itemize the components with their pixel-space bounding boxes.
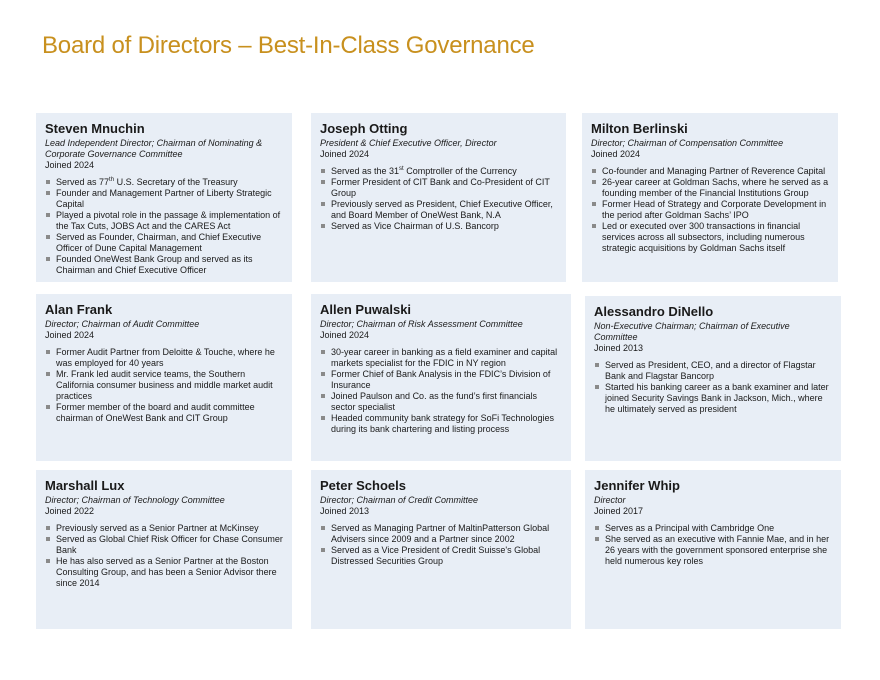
bio-bullet: Served as Founder, Chairman, and Chief Executive Officer of Dune Capital Management — [45, 232, 284, 254]
bio-bullet: Founded OneWest Bank Group and served as its Chairman and Chief Executive Officer — [45, 254, 284, 276]
page-title: Board of Directors – Best-In-Class Governance — [42, 32, 535, 59]
director-card — [36, 470, 292, 629]
bio-bullet: 26-year career at Goldman Sachs, where he served as a founding member of the Financial Institutions Group — [591, 177, 830, 199]
director-joined: Joined 2024 — [320, 330, 370, 340]
director-name: Alessandro DiNello — [594, 304, 714, 319]
director-joined: Joined 2024 — [591, 149, 641, 159]
bio-bullet: Joined Paulson and Co. as the fund’s first financials sector specialist — [320, 391, 563, 413]
director-card — [311, 470, 571, 629]
director-bullets — [591, 166, 830, 254]
bio-bullet: Served as a Vice President of Credit Suisse's Global Distressed Securities Group — [320, 545, 563, 567]
bio-bullet: She served as an executive with Fannie Mae, and in her 26 years with the government sponsored enterprise she held numerous key roles — [594, 534, 833, 567]
bio-bullet: Served as Managing Partner of MaltinPatterson Global Advisers since 2009 and a Partner since 2002 — [320, 523, 563, 545]
bio-bullet: Served as Vice Chairman of U.S. Bancorp — [320, 221, 558, 232]
director-card — [36, 294, 292, 461]
director-name: Steven Mnuchin — [45, 121, 145, 136]
bio-bullet: Started his banking career as a bank examiner and later joined Security Savings Bank in Jackson, Mich., where he ultimately served as president — [594, 382, 833, 415]
director-name: Allen Puwalski — [320, 302, 412, 317]
director-bullets — [594, 523, 833, 567]
director-card — [585, 470, 841, 629]
director-card — [582, 113, 838, 282]
director-joined: Joined 2017 — [594, 506, 644, 516]
director-joined: Joined 2024 — [45, 160, 95, 170]
director-role: Non-Executive Chairman; Chairman of Executive Committee — [594, 321, 790, 342]
bio-bullet: 30-year career in banking as a field examiner and capital markets specialist for the FDIC in NY region — [320, 347, 563, 369]
director-joined: Joined 2013 — [594, 343, 644, 353]
director-bullets — [45, 347, 284, 424]
director-role: Director; Chairman of Compensation Committee — [591, 138, 784, 148]
director-role: Director; Chairman of Credit Committee — [320, 495, 479, 505]
director-bullets — [45, 177, 284, 276]
bio-bullet — [45, 177, 284, 188]
director-bullets — [45, 523, 284, 589]
director-card — [311, 294, 571, 461]
bio-bullet: Mr. Frank led audit service teams, the Southern California consumer business and middle market audit practices — [45, 369, 284, 402]
director-name: Marshall Lux — [45, 478, 125, 493]
director-joined: Joined 2022 — [45, 506, 95, 516]
bio-bullet-text: Served as 77th U.S. Secretary of the Treasury — [56, 177, 238, 187]
director-role: Director — [594, 495, 626, 505]
director-joined: Joined 2024 — [45, 330, 95, 340]
director-role: Director; Chairman of Audit Committee — [45, 319, 200, 329]
bio-bullet: Served as Global Chief Risk Officer for Chase Consumer Bank — [45, 534, 284, 556]
director-joined: Joined 2013 — [320, 506, 370, 516]
director-card — [36, 113, 292, 282]
bio-bullet: Served as President, CEO, and a director of Flagstar Bank and Flagstar Bancorp — [594, 360, 833, 382]
bio-bullet: Headed community bank strategy for SoFi Technologies during its bank chartering and listing process — [320, 413, 563, 435]
director-card — [311, 113, 566, 282]
director-role: Lead Independent Director; Chairman of Nominating & Corporate Governance Committee — [45, 138, 263, 159]
bio-bullet: Led or executed over 300 transactions in financial services across all subsectors, including numerous strategic acquisitions by Goldman Sachs itself — [591, 221, 830, 254]
director-joined: Joined 2024 — [320, 149, 370, 159]
bio-bullet: Former Chief of Bank Analysis in the FDIC’s Division of Insurance — [320, 369, 563, 391]
bio-bullet: Former Head of Strategy and Corporate Development in the period after Goldman Sachs’ IPO — [591, 199, 830, 221]
bio-bullet — [320, 166, 558, 177]
director-name: Jennifer Whip — [594, 478, 680, 493]
bio-bullet: Former Audit Partner from Deloitte & Touche, where he was employed for 40 years — [45, 347, 284, 369]
director-name: Alan Frank — [45, 302, 113, 317]
director-role: Director; Chairman of Technology Committee — [45, 495, 225, 505]
bio-bullet: Former member of the board and audit committee chairman of OneWest Bank and CIT Group — [45, 402, 284, 424]
director-name: Joseph Otting — [320, 121, 408, 136]
director-bullets — [594, 360, 833, 415]
director-name: Peter Schoels — [320, 478, 406, 493]
bio-bullet: Previously served as President, Chief Executive Officer, and Board Member of OneWest Bank, N.A — [320, 199, 558, 221]
bio-bullet: Former President of CIT Bank and Co-President of CIT Group — [320, 177, 558, 199]
bio-bullet: Previously served as a Senior Partner at McKinsey — [45, 523, 284, 534]
director-bullets — [320, 347, 563, 435]
bio-bullet: Co-founder and Managing Partner of Reverence Capital — [591, 166, 830, 177]
bio-bullet: He has also served as a Senior Partner at the Boston Consulting Group, and has been a Senior Advisor there since 2014 — [45, 556, 284, 589]
director-name: Milton Berlinski — [591, 121, 688, 136]
director-role: Director; Chairman of Risk Assessment Committee — [320, 319, 523, 329]
director-role: President & Chief Executive Officer, Director — [320, 138, 497, 148]
bio-bullet: Serves as a Principal with Cambridge One — [594, 523, 833, 534]
bio-bullet-text: Served as the 31st Comptroller of the Currency — [331, 166, 517, 176]
director-card — [585, 296, 841, 461]
bio-bullet: Founder and Management Partner of Liberty Strategic Capital — [45, 188, 284, 210]
director-bullets — [320, 523, 563, 567]
bio-bullet: Played a pivotal role in the passage & implementation of the Tax Cuts, JOBS Act and the CARES Act — [45, 210, 284, 232]
director-bullets — [320, 166, 558, 232]
